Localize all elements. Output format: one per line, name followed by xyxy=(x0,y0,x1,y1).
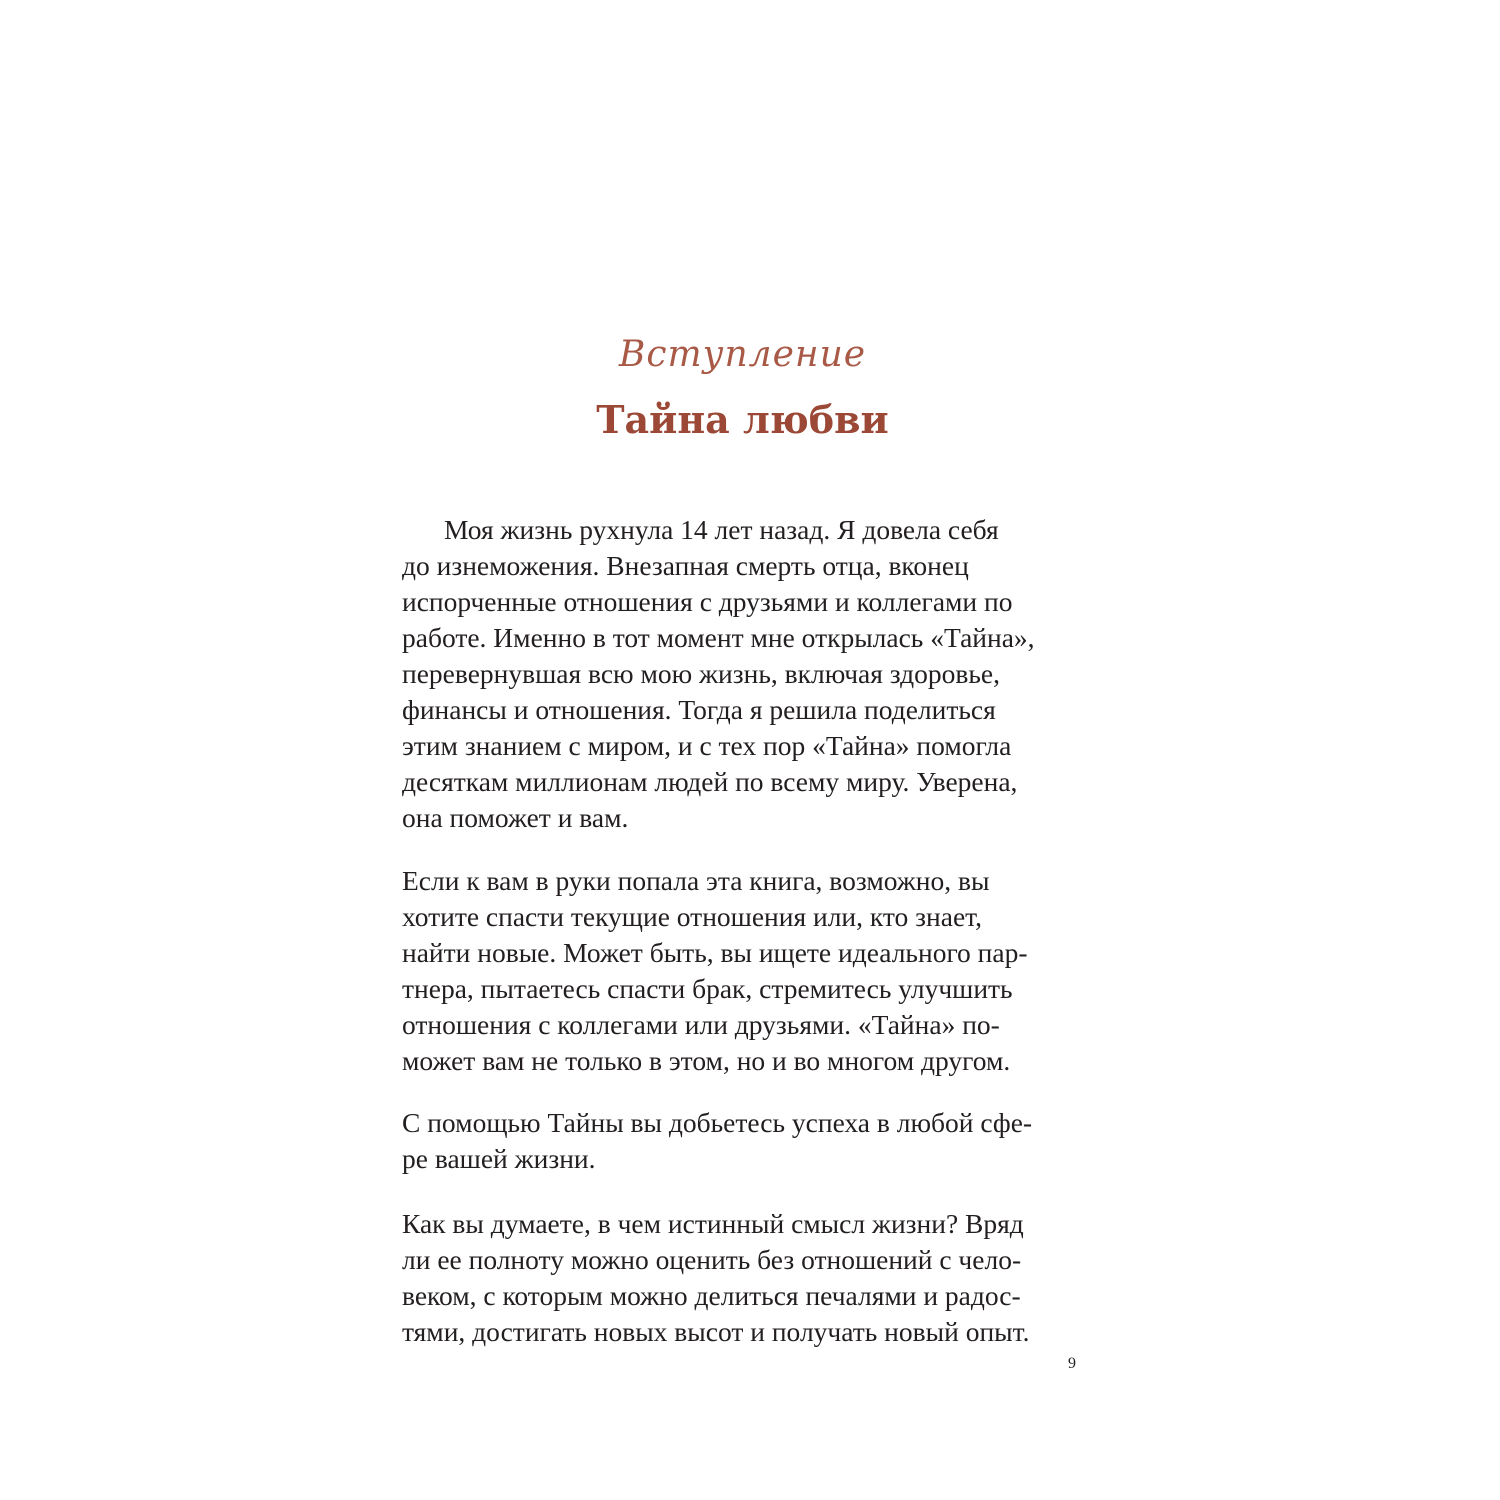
text-line: финансы и отношения. Тогда я решила поделиться xyxy=(402,694,996,725)
text-line: Как вы думаете, в чем истинный смысл жизни? Вряд xyxy=(402,1208,1024,1239)
text-line: найти новые. Может быть, вы ищете идеального пар- xyxy=(402,937,1028,968)
text-line: тями, достигать новых высот и получать новый опыт. xyxy=(402,1316,1030,1347)
text-line: С помощью Тайны вы добьетесь успеха в любой сфе- xyxy=(402,1107,1033,1138)
text-line: веком, с которым можно делиться печалями и радос- xyxy=(402,1280,1021,1311)
text-line: этим знанием с миром, и с тех пор «Тайна» помогла xyxy=(402,730,1012,761)
text-line: Моя жизнь рухнула 14 лет назад. Я довела себя xyxy=(444,514,999,545)
text-line: до изнеможения. Внезапная смерть отца, вконец xyxy=(402,550,969,581)
text-line: работе. Именно в тот момент мне открылась «Тайна», xyxy=(402,622,1035,653)
text-line: десяткам миллионам людей по всему миру. Уверена, xyxy=(402,766,1018,797)
text-line: хотите спасти текущие отношения или, кто знает, xyxy=(402,901,982,932)
text-line: перевернувшая всю мою жизнь, включая здоровье, xyxy=(402,658,1000,689)
chapter-subtitle: Вступление xyxy=(618,334,867,375)
text-line: испорченные отношения с друзьями и коллегами по xyxy=(402,586,1013,617)
text-line: может вам не только в этом, но и во многом другом. xyxy=(402,1045,1011,1076)
text-line: ре вашей жизни. xyxy=(402,1143,596,1174)
text-line: она поможет и вам. xyxy=(402,802,629,833)
page-number: 9 xyxy=(1068,1355,1076,1372)
text-line: Если к вам в руки попала эта книга, возможно, вы xyxy=(402,865,990,896)
text-line: ли ее полноту можно оценить без отношений с чело- xyxy=(402,1244,1022,1275)
text-line: отношения с коллегами или друзьями. «Тайна» по- xyxy=(402,1009,1000,1040)
chapter-title: Тайна любви xyxy=(596,397,889,442)
text-line: тнера, пытаетесь спасти брак, стремитесь улучшить xyxy=(402,973,1013,1004)
